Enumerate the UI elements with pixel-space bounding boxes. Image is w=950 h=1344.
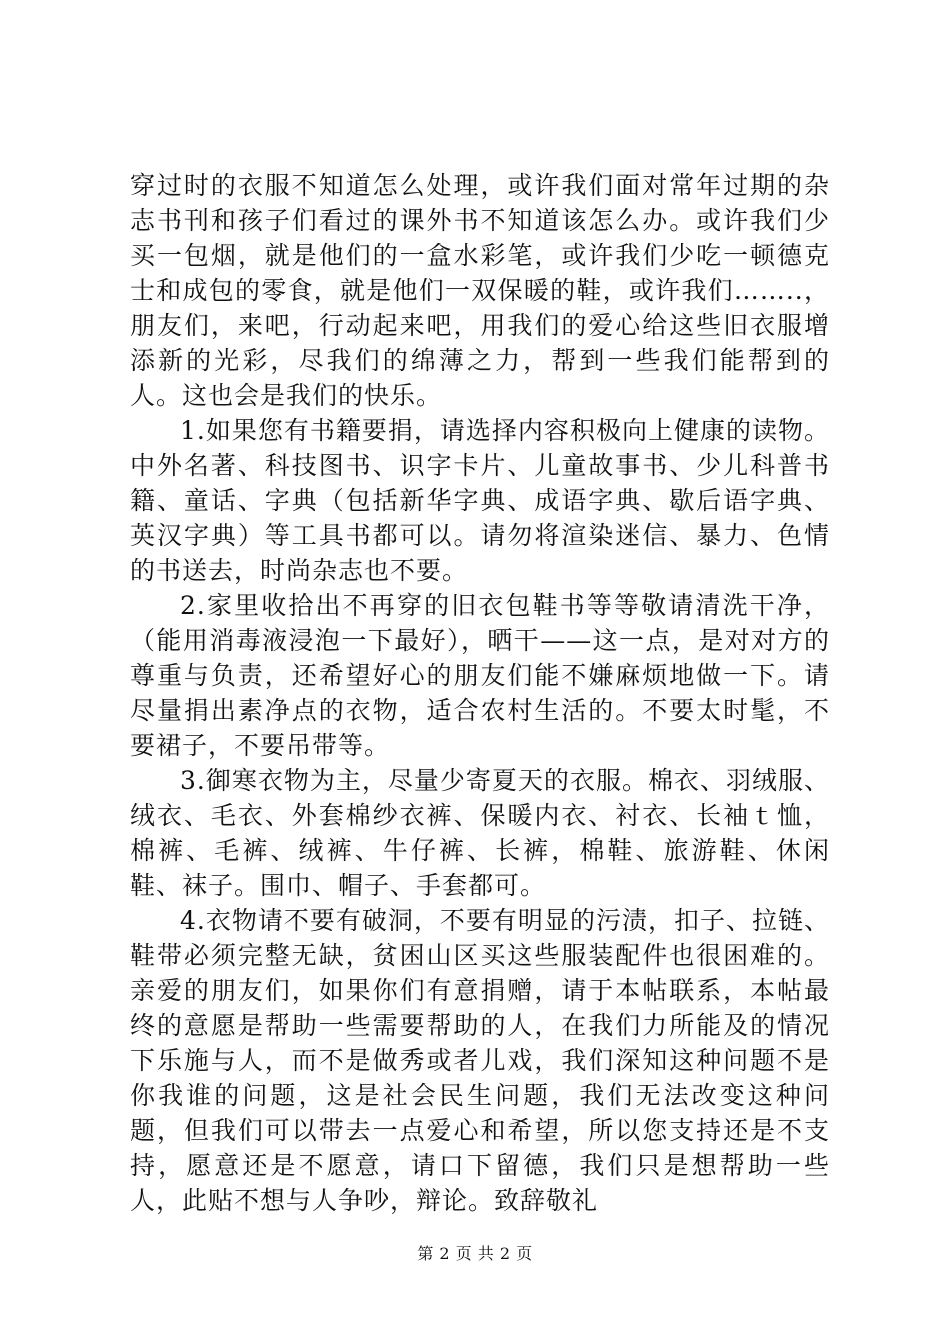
page-footer	[0, 1244, 950, 1264]
page-number-label: 第 2 页 共 2 页	[417, 1244, 533, 1263]
item-3-winter-clothing-paragraph: 3.御寒衣物为主，尽量少寄夏天的衣服。棉衣、羽绒服、绒衣、毛衣、外套棉纱衣裤、保暖内衣、衬衣、长袖ｔ恤，棉裤、毛裤、绒裤、牛仔裤、长裤，棉鞋、旅游鞋、休闲鞋、袜子。围巾、帽子、手套都可。	[130, 766, 830, 900]
item-1-books-paragraph: 1.如果您有书籍要捐，请选择内容积极向上健康的读物。中外名著、科技图书、识字卡片、儿童故事书、少儿科普书籍、童话、字典（包括新华字典、成语字典、歇后语字典、英汉字典）等工具书都可以。请勿将渲染迷信、暴力、色情的书送去，时尚杂志也不要。	[130, 416, 830, 585]
item-2-clothes-cleaning-paragraph: 2.家里收拾出不再穿的旧衣包鞋书等等敬请清洗干净，（能用消毒液浸泡一下最好），晒干——这一点，是对对方的尊重与负责，还希望好心的朋友们能不嫌麻烦地做一下。请尽量捐出素净点的衣物，适合农村生活的。不要太时髦，不要裙子，不要吊带等。	[130, 591, 830, 760]
item-4-condition-paragraph: 4.衣物请不要有破洞，不要有明显的污渍，扣子、拉链、鞋带必须完整无缺，贫困山区买这些服装配件也很困难的。亲爱的朋友们，如果你们有意捐赠，请于本帖联系，本帖最终的意愿是帮助一些需要帮助的人，在我们力所能及的情况下乐施与人，而不是做秀或者儿戏，我们深知这种问题不是你我谁的问题，这是社会民生问题，我们无法改变这种问题，但我们可以带去一点爱心和希望，所以您支持还是不支持，愿意还是不愿意，请口下留德，我们只是想帮助一些人，此贴不想与人争吵，辩论。致辞敬礼	[130, 906, 830, 1215]
intro-paragraph: 穿过时的衣服不知道怎么处理，或许我们面对常年过期的杂志书刊和孩子们看过的课外书不知道该怎么办。或许我们少买一包烟，就是他们的一盒水彩笔，或许我们少吃一顿德克士和成包的零食，就是他们一双保暖的鞋，或许我们……..，朋友们，来吧，行动起来吧，用我们的爱心给这些旧衣服增添新的光彩，尽我们的绵薄之力，帮到一些我们能帮到的人。这也会是我们的快乐。	[130, 171, 830, 410]
body-text	[130, 168, 830, 1218]
